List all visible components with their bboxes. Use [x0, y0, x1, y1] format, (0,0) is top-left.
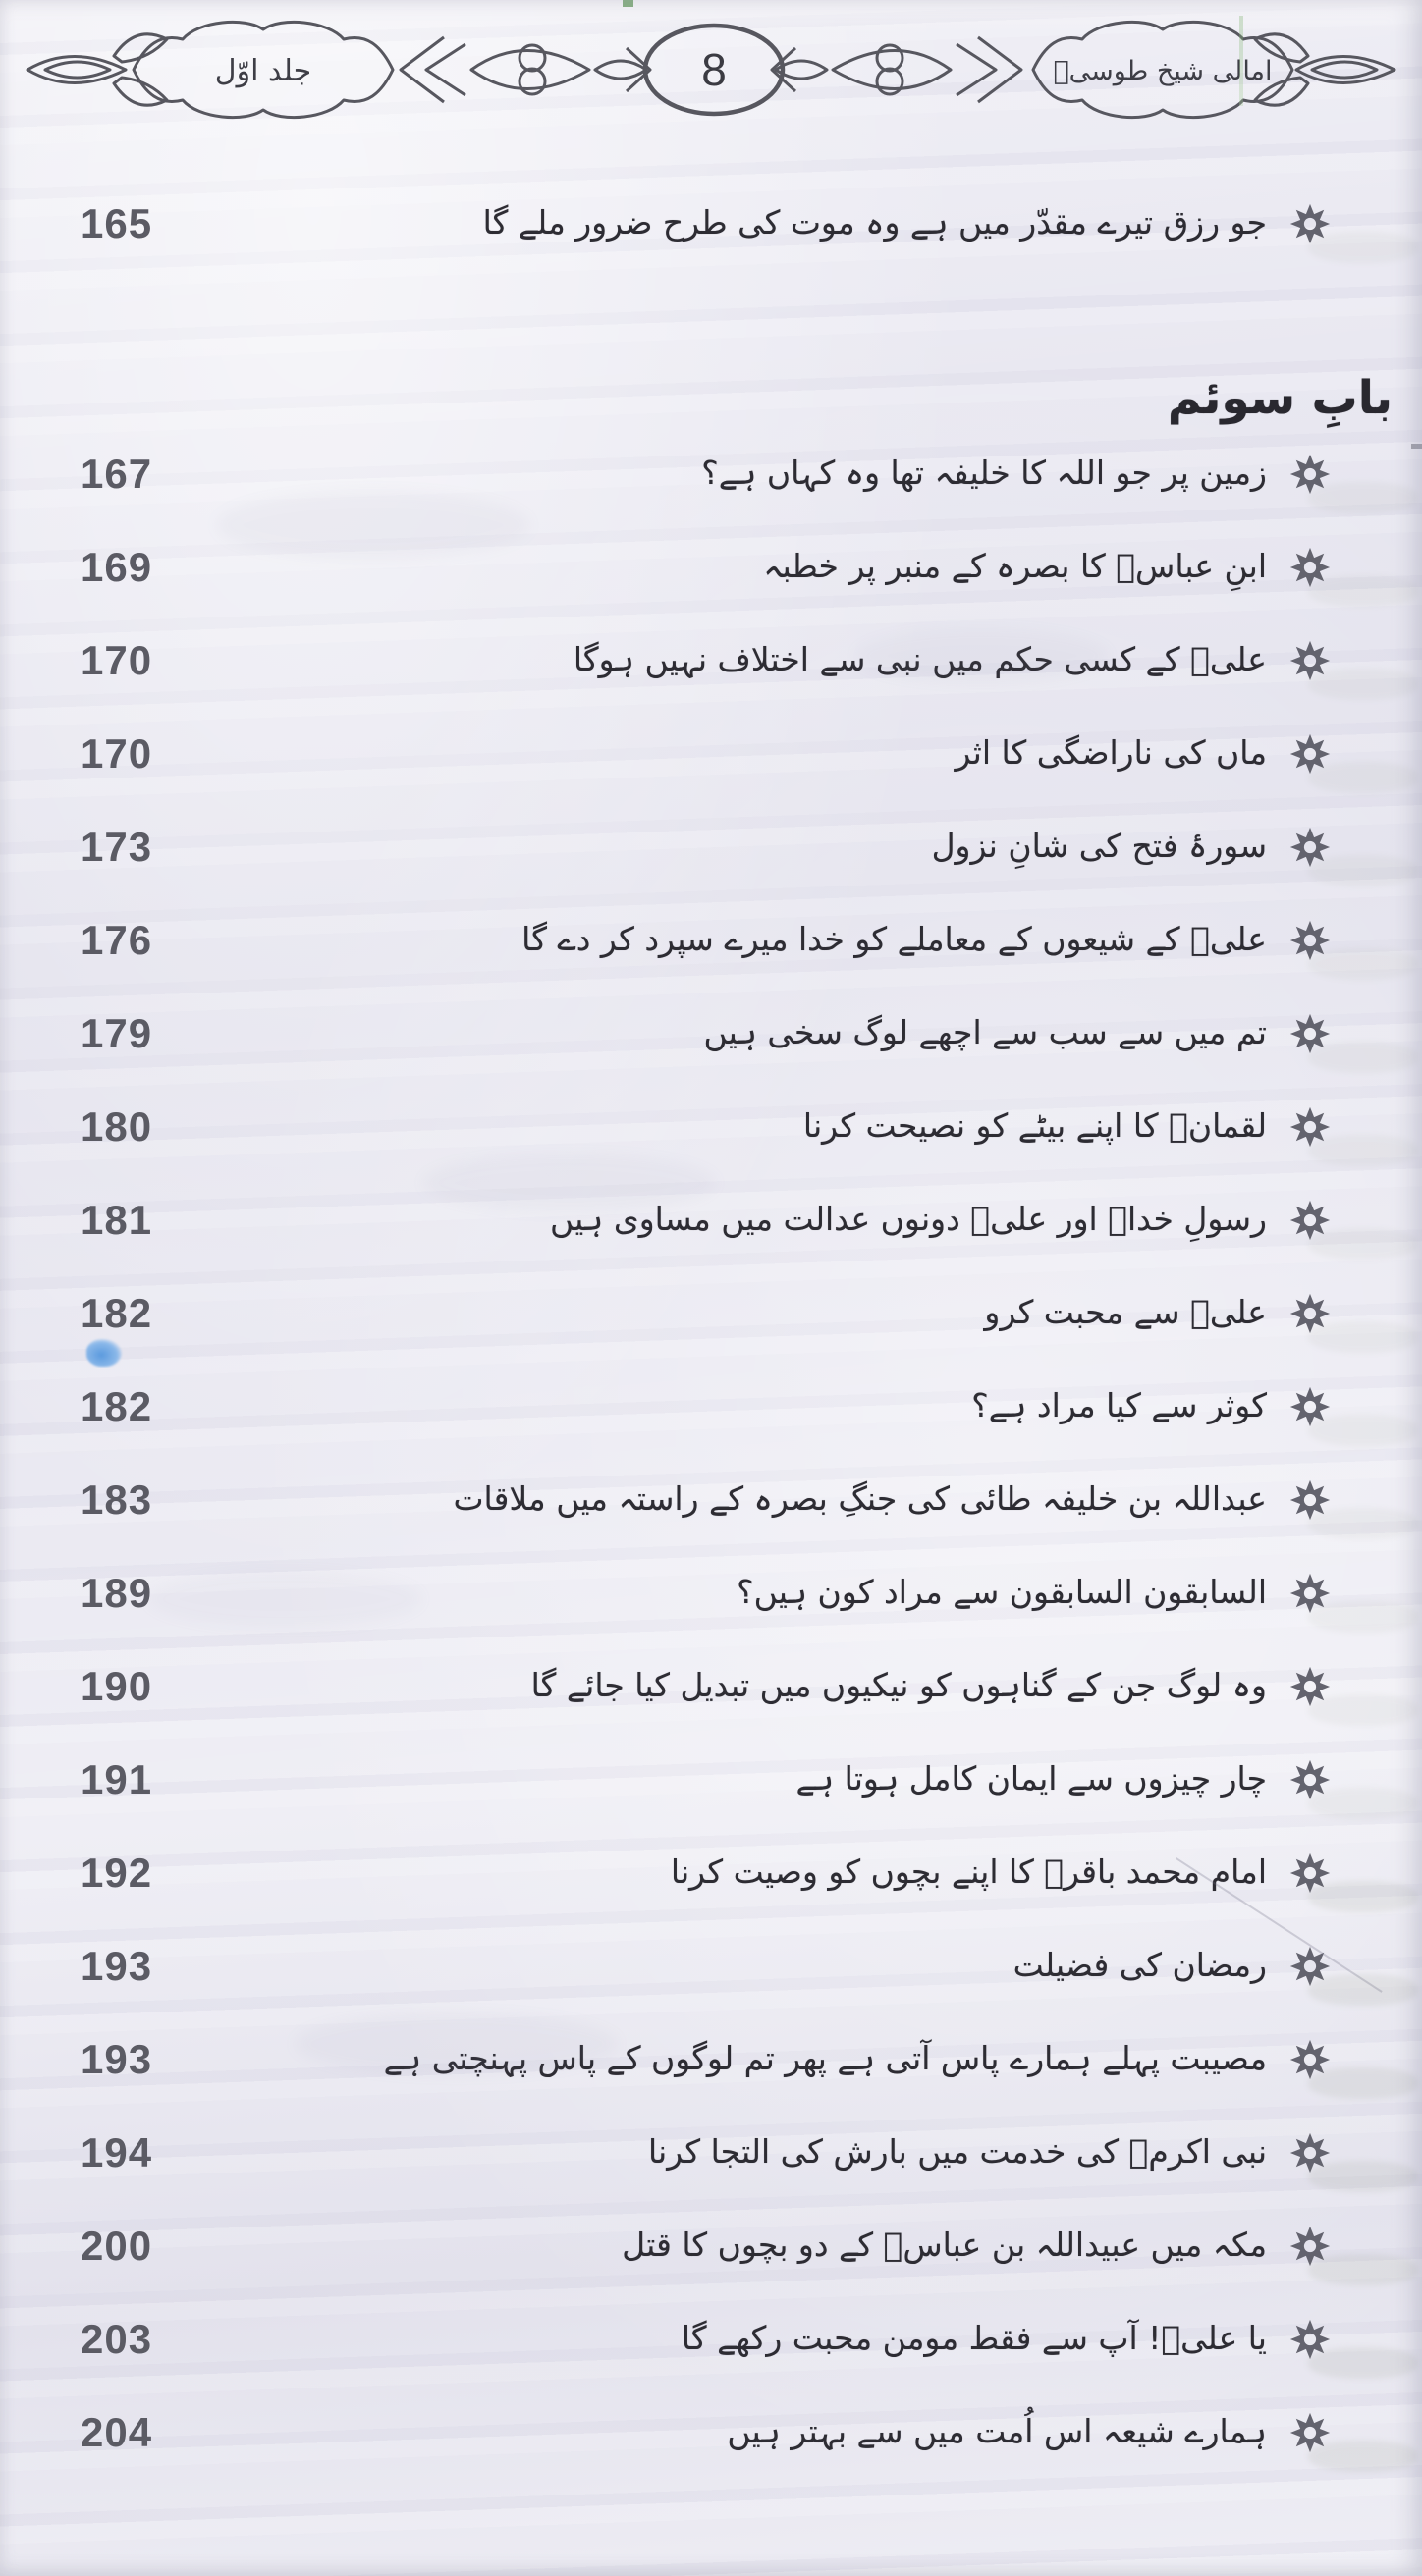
entry-page-number: 182: [81, 1382, 153, 1429]
entry-title: تم میں سے سب سے اچھے لوگ سخی ہیں: [703, 1013, 1267, 1052]
bullet-star-icon: [1288, 1758, 1332, 1801]
entry-page-number: 176: [81, 916, 153, 963]
entry-title: جو رزق تیرے مقدّر میں ہے وہ موت کی طرح ضرور ملے گا: [482, 203, 1267, 242]
entry-page-number: 190: [81, 1662, 153, 1709]
toc-entry-row: [0, 1360, 1422, 1453]
bullet-star-icon: [1288, 1199, 1332, 1242]
bullet-star-icon: [1288, 1385, 1332, 1428]
bullet-star-icon: [1288, 2318, 1332, 2361]
entry-page-number: 179: [81, 1009, 153, 1056]
entry-page-number: 204: [81, 2408, 153, 2455]
bullet-star-icon: [1288, 1572, 1332, 1615]
entry-title: زمین پر جو اللہ کا خلیفہ تھا وہ کہاں ہے؟: [701, 454, 1267, 493]
chapter-heading-row: [0, 270, 1422, 427]
entry-page-number: 167: [81, 450, 153, 497]
bullet-star-icon: [1288, 202, 1332, 245]
entry-title: یا علیؑ! آپ سے فقط مومن محبت رکھے گا: [681, 2319, 1267, 2358]
entry-title: سورۂ فتح کی شانِ نزول: [931, 827, 1267, 866]
entry-page-number: 173: [81, 823, 153, 870]
entry-page-number: 165: [81, 199, 153, 246]
toc-entry-row: [0, 1733, 1422, 1826]
bullet-star-icon: [1288, 1292, 1332, 1335]
bullet-star-icon: [1288, 732, 1332, 776]
entry-title: کوثر سے کیا مراد ہے؟: [971, 1386, 1267, 1425]
volume-banner-text: جلد اوّل: [214, 54, 312, 88]
entry-title: وہ لوگ جن کے گناہوں کو نیکیوں میں تبدیل کیا جائے گا: [530, 1666, 1267, 1705]
toc-entry-row: [0, 800, 1422, 893]
entry-page-number: 183: [81, 1476, 153, 1523]
bullet-star-icon: [1288, 1665, 1332, 1708]
entry-page-number: 170: [81, 729, 153, 777]
entry-title: علیؑ کے کسی حکم میں نبی سے اختلاف نہیں ہوگا: [573, 640, 1267, 679]
entry-title: مصیبت پہلے ہمارے پاس آتی ہے پھر تم لوگوں کے پاس پہنچتی ہے: [383, 2039, 1267, 2078]
toc-entry-row: [0, 1919, 1422, 2012]
bullet-star-icon: [1288, 1105, 1332, 1149]
entry-title: نبی اکرمؐ کی خدمت میں بارش کی التجا کرنا: [647, 2132, 1267, 2172]
toc-entry-row: [0, 987, 1422, 1080]
entry-page-number: 180: [81, 1102, 153, 1150]
entry-title: مکہ میں عبیداللہ بن عباسؓ کے دو بچوں کا قتل: [622, 2226, 1267, 2265]
bullet-star-icon: [1288, 546, 1332, 589]
toc-entry-row: [0, 614, 1422, 707]
entry-title: ابنِ عباسؓ کا بصرہ کے منبر پر خطبہ: [763, 547, 1267, 586]
bullet-star-icon: [1288, 919, 1332, 962]
entry-title: علیؑ کے شیعوں کے معاملے کو خدا میرے سپرد کر دے گا: [521, 920, 1267, 959]
entry-title: چار چیزوں سے ایمان کامل ہوتا ہے: [795, 1759, 1267, 1798]
bullet-star-icon: [1288, 453, 1332, 496]
entry-page-number: 192: [81, 1849, 153, 1896]
bullet-star-icon: [1288, 2131, 1332, 2174]
entry-title: امام محمد باقرؑ کا اپنے بچوں کو وصیت کرنا: [670, 1852, 1267, 1892]
bullet-star-icon: [1288, 2411, 1332, 2454]
toc-entry-row: [0, 2199, 1422, 2292]
entry-title: رسولِ خداؐ اور علیؑ دونوں عدالت میں مساوی ہیں: [549, 1200, 1267, 1239]
entry-page-number: 200: [81, 2222, 153, 2269]
toc-entry-row: [0, 1826, 1422, 1919]
header-page-number: 8: [701, 44, 727, 95]
entry-page-number: 194: [81, 2128, 153, 2175]
bullet-star-icon: [1288, 826, 1332, 869]
toc-entry-row: [0, 427, 1422, 520]
toc-entry-row: [0, 893, 1422, 987]
toc-entry-row: [0, 2106, 1422, 2199]
book-title-banner-text: امالی شیخ طوسیؒ: [1053, 56, 1273, 86]
entry-page-number: 181: [81, 1196, 153, 1243]
entry-title: لقمانؑ کا اپنے بیٹے کو نصیحت کرنا: [802, 1106, 1267, 1146]
entry-title: ماں کی ناراضگی کا اثر: [955, 733, 1267, 773]
toc-entry-row: [0, 520, 1422, 614]
toc-entry-row: [0, 1266, 1422, 1360]
entry-page-number: 191: [81, 1755, 153, 1802]
bullet-star-icon: [1288, 1478, 1332, 1522]
entry-page-number: 170: [81, 636, 153, 683]
toc-list: [0, 177, 1422, 2479]
bullet-star-icon: [1288, 1945, 1332, 1988]
toc-entry-row: [0, 1639, 1422, 1733]
toc-entry-row: [0, 2012, 1422, 2106]
entry-page-number: 189: [81, 1569, 153, 1616]
entry-title: السابقون السابقون سے مراد کون ہیں؟: [737, 1573, 1267, 1612]
bullet-star-icon: [1288, 1852, 1332, 1895]
entry-page-number: 169: [81, 543, 153, 590]
scan-speck: [623, 0, 633, 7]
chapter-heading: بابِ سوئم: [1167, 371, 1393, 425]
entry-title: علیؑ سے محبت کرو: [984, 1293, 1267, 1332]
toc-entry-row: [0, 2386, 1422, 2479]
ornamental-header-band: [0, 8, 1422, 126]
toc-entry-row: [0, 1173, 1422, 1266]
entry-page-number: 193: [81, 2035, 153, 2082]
bullet-star-icon: [1288, 2225, 1332, 2268]
toc-entry-row: [0, 2292, 1422, 2386]
entry-title: رمضان کی فضیلت: [1012, 1946, 1267, 1985]
bullet-star-icon: [1288, 639, 1332, 682]
bullet-star-icon: [1288, 1012, 1332, 1055]
toc-entry-row: [0, 177, 1422, 270]
entry-title: ہمارے شیعہ اس اُمت میں سے بہتر ہیں: [727, 2412, 1267, 2451]
entry-page-number: 203: [81, 2315, 153, 2362]
entry-title: عبداللہ بن خلیفہ طائی کی جنگِ بصرہ کے راستہ میں ملاقات: [453, 1479, 1267, 1519]
toc-entry-row: [0, 707, 1422, 800]
toc-entry-row: [0, 1453, 1422, 1546]
entry-page-number: 193: [81, 1942, 153, 1989]
toc-entry-row: [0, 1546, 1422, 1639]
bullet-star-icon: [1288, 2038, 1332, 2081]
toc-entry-row: [0, 1080, 1422, 1173]
entry-page-number: 182: [81, 1289, 153, 1336]
